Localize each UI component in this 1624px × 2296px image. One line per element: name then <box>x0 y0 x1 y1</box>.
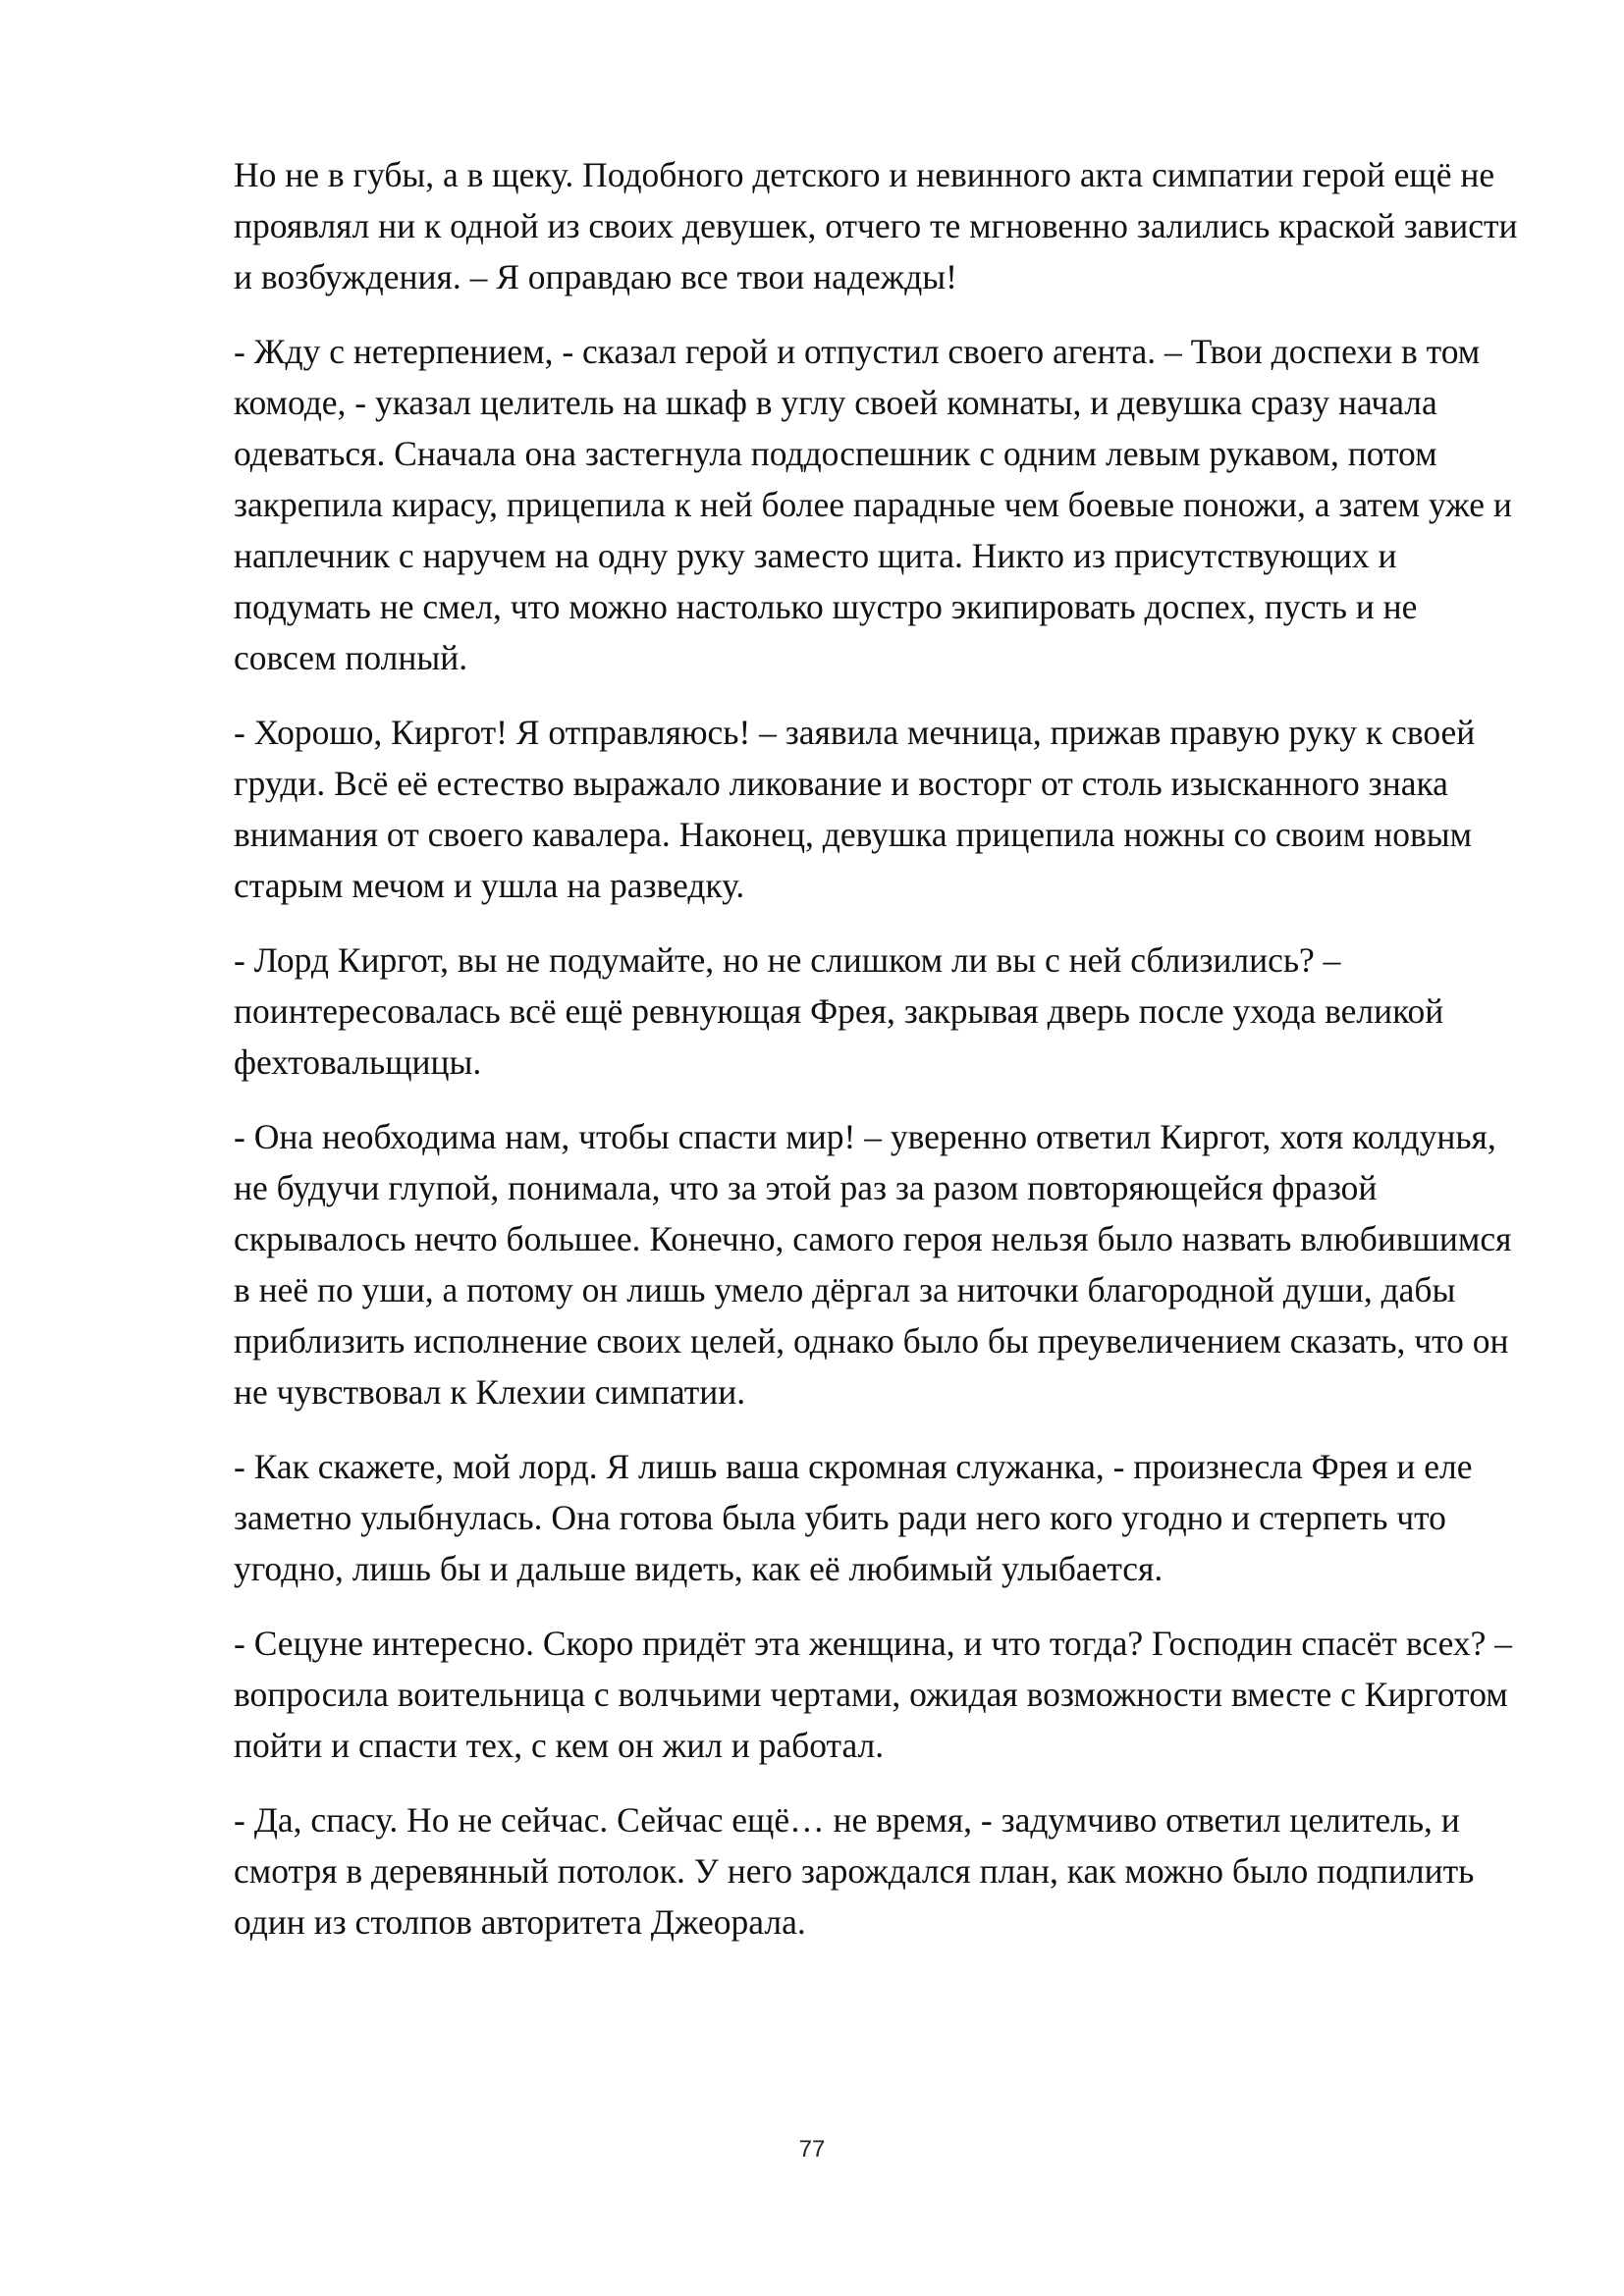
paragraph-6: - Как скажете, мой лорд. Я лишь ваша скромная служанка, - произнесла Фрея и еле заметно улыбнулась. Она готова была убить ради него кого угодно и стерпеть что угодно, лишь бы и дальше видеть, как её любимый улыбается. <box>234 1447 1473 1588</box>
page-number: 77 <box>798 2136 826 2163</box>
paragraph-5: - Она необходима нам, чтобы спасти мир! – уверенно ответил Киргот, хотя колдунья, не будучи глупой, понимала, что за этой раз за разом повторяющейся фразой скрывалось нечто большее. Конечно, самого героя нельзя было назвать влюбившимся в неё по уши, а потому он лишь умело дёргал за ниточки благородной души, дабы приблизить исполнение своих целей, однако было бы преувеличением сказать, что он не чувствовал к Клехии симпатии. <box>234 1117 1512 1412</box>
paragraph-4: - Лорд Киргот, вы не подумайте, но не слишком ли вы с ней сблизились? – поинтересовалась всё ещё ревнующая Фрея, закрывая дверь после ухода великой фехтовальщицы. <box>234 940 1444 1082</box>
paragraph-7: - Сецуне интересно. Скоро придёт эта женщина, и что тогда? Господин спасёт всех? – вопросила воительница с волчьими чертами, ожидая возможности вместе с Кирготом пойти и спасти тех, с кем он жил и работал. <box>234 1624 1512 1765</box>
paragraph-2: - Жду с нетерпением, - сказал герой и отпустил своего агента. – Твои доспехи в том комоде, - указал целитель на шкаф в углу своей комнаты, и девушка сразу начала одеваться. Сначала она застегнула поддоспешник с одним левым рукавом, потом закрепила кирасу, прицепила к ней более парадные чем боевые поножи, а затем уже и наплечник с наручем на одну руку заместо щита. Никто из присутствующих и подумать не смел, что можно настолько шустро экипировать доспех, пусть и не совсем полный. <box>234 332 1512 677</box>
body-text <box>234 149 1526 1971</box>
paragraph-1: Но не в губы, а в щеку. Подобного детского и невинного акта симпатии герой ещё не проявлял ни к одной из своих девушек, отчего те мгновенно залились краской зависти и возбуждения. – Я оправдаю все твои надежды! <box>234 155 1518 296</box>
paragraph-8: - Да, спасу. Но не сейчас. Сейчас ещё… не время, - задумчиво ответил целитель, и смотря в деревянный потолок. У него зарождался план, как можно было подпилить один из столпов авторитета Джеорала. <box>234 1800 1475 1942</box>
paragraph-3: - Хорошо, Киргот! Я отправляюсь! – заявила мечница, прижав правую руку к своей груди. Всё её естество выражало ликование и восторг от столь изысканного знака внимания от своего кавалера. Наконец, девушка прицепила ножны со своим новым старым мечом и ушла на разведку. <box>234 713 1476 905</box>
